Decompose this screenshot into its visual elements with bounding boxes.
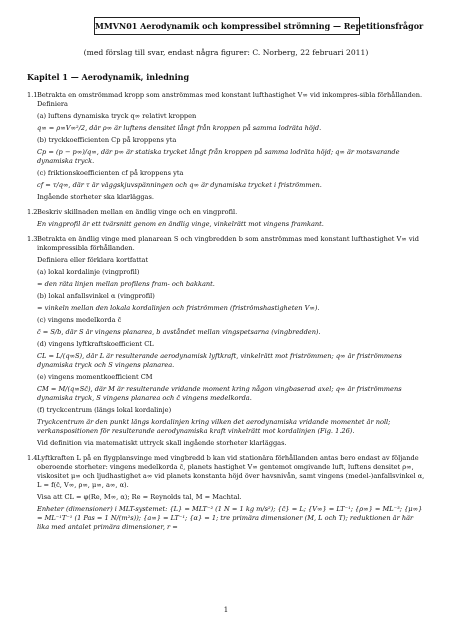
answer-text: q∞ = ρ∞V∞²/2, där ρ∞ är luftens densitet långt från kroppen på samma lodräta höjd. (37, 124, 322, 132)
question-text: Betrakta en ändlig vinge med planarean S och vingbredden b som anströmmas med konstant lufthastighet V∞ vid inkompressibla förhållanden. (37, 235, 419, 252)
question-text: Beskriv skillnaden mellan en ändlig vinge och en vingprofil. (37, 208, 238, 216)
answer-text: = den räta linjen mellan profilens fram- och bakkant. (37, 280, 215, 288)
question-number: 1.4 (27, 454, 38, 462)
question-item (27, 208, 427, 229)
chapter-heading: Kapitel 1 — Aerodynamik, inledning (27, 72, 190, 82)
answer-text: cf = τ/q∞, där τ är väggskjuvspänningen och q∞ är dynamiska trycket i friströmmen. (37, 181, 322, 189)
question-item (27, 91, 427, 202)
answer-text: Cp = (p − p∞)/q∞, där p∞ är statiska trycket långt från kroppen på samma lodräta höjd; q∞ är motsvarande dynamiska tryck. (37, 148, 400, 165)
question-number: 1.3 (27, 235, 38, 243)
document-title: MMVN01 Aerodynamik och kompressibel strömning — Repetitionsfrågor (94, 17, 360, 35)
question-text: Definiera eller förklara kortfattat (37, 256, 149, 264)
question-text: (c) friktionskoefficienten cf på kroppens yta (37, 169, 184, 177)
question-number: 1.1 (27, 91, 38, 99)
answer-text: Tryckcentrum är den punkt längs kordalinjen kring vilken det aerodynamiska vridande momentet är noll; verkanspositionen för resulterande aerodynamiska kraft vinkelrätt mot kordalinjen (Fig. 1.26). (37, 418, 391, 435)
question-text: Visa att CL = φ(Re, M∞, α); Re = Reynolds tal, M = Machtal. (37, 493, 242, 501)
question-text: Betrakta en omströmmad kropp som anströmmas med konstant lufthastighet V∞ vid inkompres-sibla förhållanden. Definiera (37, 91, 423, 108)
answer-text: En vingprofil är ett tvärsnitt genom en ändlig vinge, vinkelrätt mot vingens framkant. (37, 220, 324, 228)
question-text: (d) vingens lyftkraftskoefficient CL (37, 340, 154, 348)
question-text: (a) luftens dynamiska tryck q∞ relativt kroppen (37, 112, 197, 120)
question-list (27, 91, 427, 538)
question-text: Lyftkraften L på en flygplansvinge med vingbredd b kan vid stationära förhållanden antas bero endast av följande oberoende storheter: vingens medelkorda c̄, planets hastighet V∞ gentemot omgivande luft, luftens densitet ρ∞, viskositet μ∞ och ljudhastighet a∞ vid planets konstanta höjd över havsnivån, samt vingens (medel-)anfallsvinkel α, L = f(c̄, V∞, ρ∞, μ∞, a∞, α). (37, 454, 425, 489)
answer-text: c̄ = S/b, där S är vingens planarea, b avståndet mellan vingspetsarna (vingbredden). (37, 328, 321, 336)
question-text: (c) vingens medelkorda c̄ (37, 316, 122, 324)
document-subtitle: (med förslag till svar, endast några figurer: C. Norberg, 22 februari 2011) (83, 48, 369, 57)
question-number: 1.2 (27, 208, 38, 216)
answer-text: = vinkeln mellan den lokala kordalinjen och friströmmen (friströmshastigheten V∞). (37, 304, 320, 312)
question-text: (e) vingens momentkoefficient CM (37, 373, 153, 381)
question-text: (b) lokal anfallsvinkel α (vingprofil) (37, 292, 155, 300)
answer-text: CL = L/(q∞S), där L är resulterande aerodynamisk lyftkraft, vinkelrätt mot friströmmen; q∞ är friströmmens dynamiska tryck och S vingens planarea. (37, 352, 402, 369)
question-text: Vid definition via matematiskt uttryck skall ingående storheter klarläggas. (37, 439, 287, 447)
answer-text: CM = M/(q∞Sc̄), där M är resulterande vridande moment kring någon vingbaserad axel; q∞ är friströmmens dynamiska tryck, S vingens planarea och c̄ vingens medelkorda. (37, 385, 402, 402)
question-text: Ingående storheter ska klarläggas. (37, 193, 154, 201)
question-text: (a) lokal kordalinje (vingprofil) (37, 268, 140, 276)
question-item (27, 235, 427, 448)
answer-text: Enheter (dimensioner) i MLT-systemet: {L} = MLT⁻² (1 N = 1 kg m/s²); {c̄} = L; {V∞} = LT⁻¹; {ρ∞} = ML⁻³; {μ∞} = ML⁻¹T⁻¹ (1 Pas = 1 N/(m²s)); {a∞} = LT⁻¹; {α} = 1; tre primära dimensioner (M, L och T); reduktionen är här lika med antalet primära dimensioner, r = (37, 505, 423, 531)
page-number: 1 (223, 606, 229, 614)
question-item (27, 454, 427, 532)
question-text: (b) tryckkoefficienten Cp på kroppens yta (37, 136, 177, 144)
question-text: (f) tryckcentrum (längs lokal kordalinje) (37, 406, 172, 414)
